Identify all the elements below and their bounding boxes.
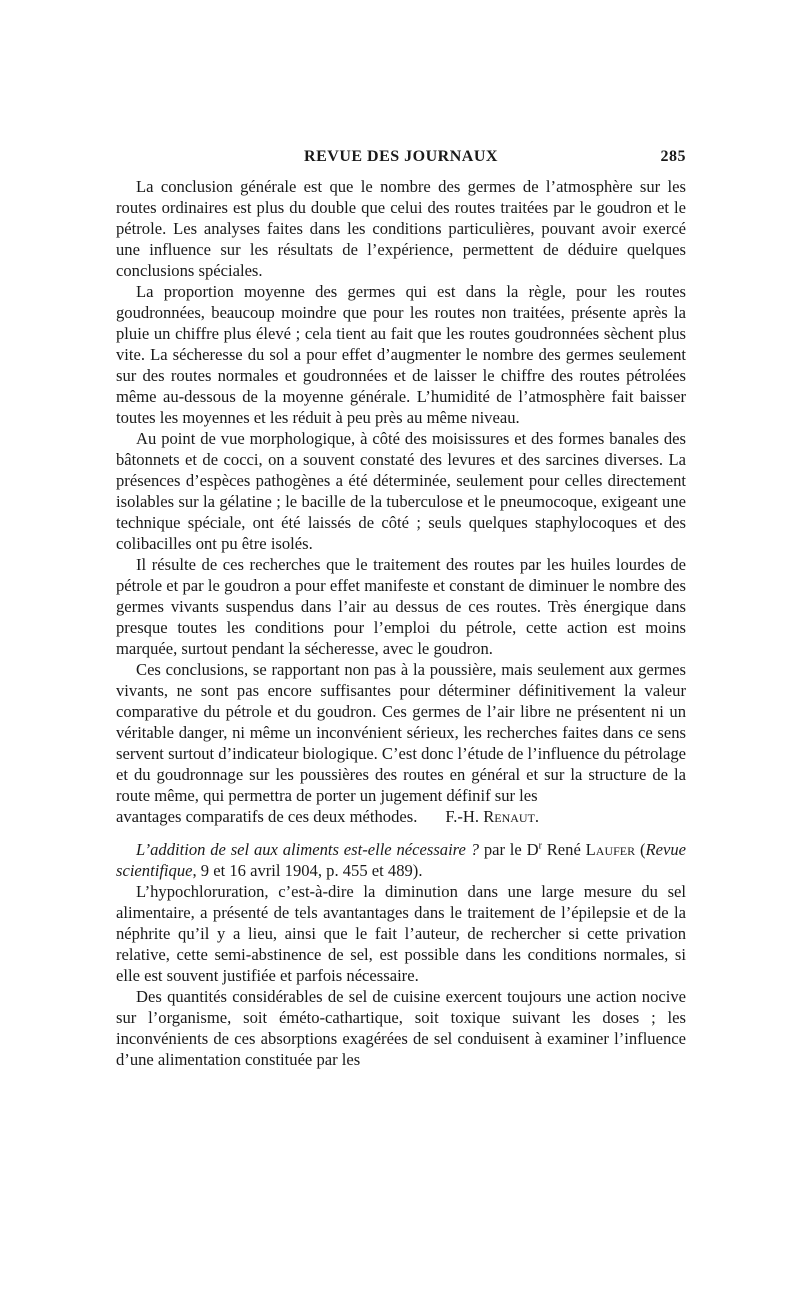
- author-signature: F.-H. Renaut.: [445, 807, 540, 826]
- author-title-superscript: r: [538, 840, 542, 852]
- paragraph: La proportion moyenne des germes qui est dans la règle, pour les routes goudronnées, beaucoup moindre que pour les routes non traitées, présente après la pluie un chiffre plus élevé ; cela tient au fait que les routes goudronnées sèchent plus vite. La sécheresse du sol a pour effet d’augmenter le nombre des germes seulement sur des routes normales et goudronnées et de laisser le chiffre des routes pétrolées même au-dessous de la moyenne générale. L’humidité de l’atmosphère fait baisser toutes les moyennes et les réduit à peu près au même niveau.: [116, 282, 686, 427]
- running-title: REVUE DES JOURNAUX: [304, 148, 498, 165]
- signature-line: [116, 807, 539, 826]
- byline-prefix: par le: [483, 840, 522, 859]
- paragraph: La conclusion générale est que le nombre des germes de l’atmosphère sur les routes ordinaires est plus du double que celui des routes traitées par le goudron et le pétrole. Les analyses faites dans les conditions particulières, pouvant avoir exercé une influence sur les résultats de l’expérience, permettent de déduire quelques conclusions spéciales.: [116, 177, 686, 280]
- paragraph: Il résulte de ces recherches que le traitement des routes par les huiles lourdes de pétrole et par le goudron a pour effet manifeste et constant de diminuer le nombre des germes vivants suspendus dans l’air au dessus de ces routes. Très énergique dans presque toutes les conditions pour l’emploi du pétrole, cette action est moins marquée, surtout pendant la sécheresse, avec le goudron.: [116, 555, 686, 658]
- journal-name: Revue scientifique: [116, 840, 687, 880]
- page-number: 285: [660, 148, 686, 165]
- article-heading: [116, 839, 686, 881]
- open-parenthesis: (: [639, 840, 646, 859]
- author-first-name: René: [546, 840, 581, 859]
- closing-text: avantages comparatifs de ces deux méthodes.: [116, 807, 418, 826]
- body-text: [116, 176, 686, 1070]
- paragraph: [116, 659, 686, 827]
- paragraph: Au point de vue morphologique, à côté des moisissures et des formes banales des bâtonnets et de cocci, on a souvent constaté des levures et des sarcines diverses. La présences d’espèces pathogènes a été déterminée, seulement pour celles directement isolables sur la gélatine ; le bacille de la tuberculose et le pneumocoque, exigeant une technique spéciale, ont été laissés de côté ; seuls quelques staphylocoques et des colibacilles ont pu être isolés.: [116, 429, 686, 553]
- article-title: L’addition de sel aux aliments est-elle nécessaire ?: [136, 840, 479, 859]
- paragraph: L’hypochloruration, c’est-à-dire la diminution dans une large mesure du sel alimentaire, a présenté de tels avantantages dans le traitement de l’épilepsie et de la néphrite qu’il y a lieu, ainsi que le fait l’auteur, de rechercher si cette privation relative, cette semi-abstinence de sel, est possible dans les conditions normales, si elle est souvent justifiée et parfois nécessaire.: [116, 882, 686, 985]
- paragraph-text: Ces conclusions, se rapportant non pas à la poussière, mais seulement aux germes vivants, ne sont pas encore suffisantes pour déterminer définitivement la valeur comparative du pétrole et du goudron. Ces germes de l’air libre ne présentent ni un véritable danger, ni même un inconvénient sérieux, les recherches faites dans ce sens servent surtout d’indicateur biologique. C’est donc l’étude de l’influence du pétrolage et du goudronnage sur les poussières des routes en général et sur la structure de la route même, qui permettra de porter un jugement définif sur les: [116, 660, 686, 805]
- author-last-name: Laufer: [585, 840, 636, 859]
- running-head: [116, 148, 686, 170]
- paragraph: Des quantités considérables de sel de cuisine exercent toujours une action nocive sur l’organisme, soit éméto-cathartique, soit toxique suivant les doses ; les inconvénients de ces absorptions exagérées de sel conduisent à examiner l’influence d’une alimentation constituée par les: [116, 987, 686, 1069]
- author-title: D: [526, 840, 539, 859]
- citation: , 9 et 16 avril 1904, p. 455 et 489).: [192, 861, 423, 880]
